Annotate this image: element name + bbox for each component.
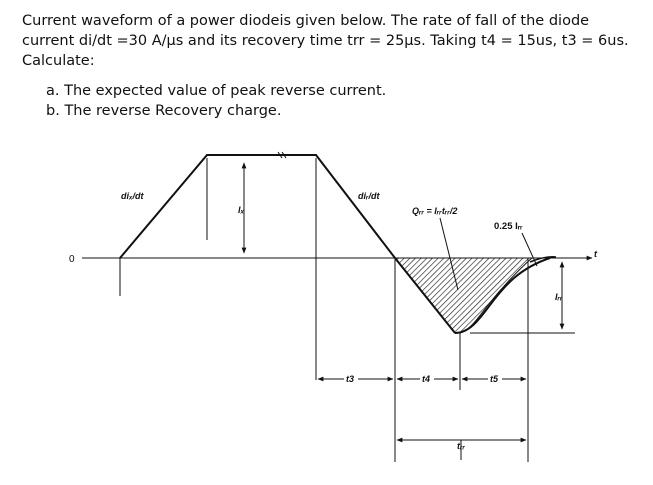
- fall-slope-label: diᵣ/dt: [358, 191, 380, 201]
- forward-current-label: Iₓ: [238, 205, 245, 215]
- question-paragraph: Current waveform of a power diodeis given below. The rate of fall of the diode current di/dt =30 A/μs and its recovery time trr = 25μs. Taking t4 = 15us, t3 = 6us. Calculate:: [22, 13, 629, 69]
- sub-question-b-label: b.: [46, 103, 60, 119]
- sub-question-a-text: The expected value of peak reverse current.: [64, 83, 387, 99]
- charge-formula-label: Qᵣᵣ = Iᵣᵣtᵣᵣ/2: [412, 206, 458, 216]
- peak-reverse-label: Iᵣᵣ: [555, 292, 563, 302]
- time-axis-label: t: [594, 249, 597, 259]
- sub-question-b-text: The reverse Recovery charge.: [64, 103, 282, 119]
- trr-label: tᵣᵣ: [457, 441, 466, 451]
- origin-label: 0: [69, 254, 75, 265]
- current-waveform: [120, 155, 458, 333]
- t3-label: t3: [346, 374, 355, 384]
- reverse-recovery-charge-area: [395, 258, 532, 333]
- rise-slope-label: diₓ/dt: [121, 191, 144, 201]
- t4-label: t4: [422, 374, 431, 384]
- quarter-irr-label: 0.25 Iᵣᵣ: [494, 221, 523, 232]
- t5-label: t5: [490, 374, 499, 384]
- sub-question-a-label: a.: [46, 83, 60, 99]
